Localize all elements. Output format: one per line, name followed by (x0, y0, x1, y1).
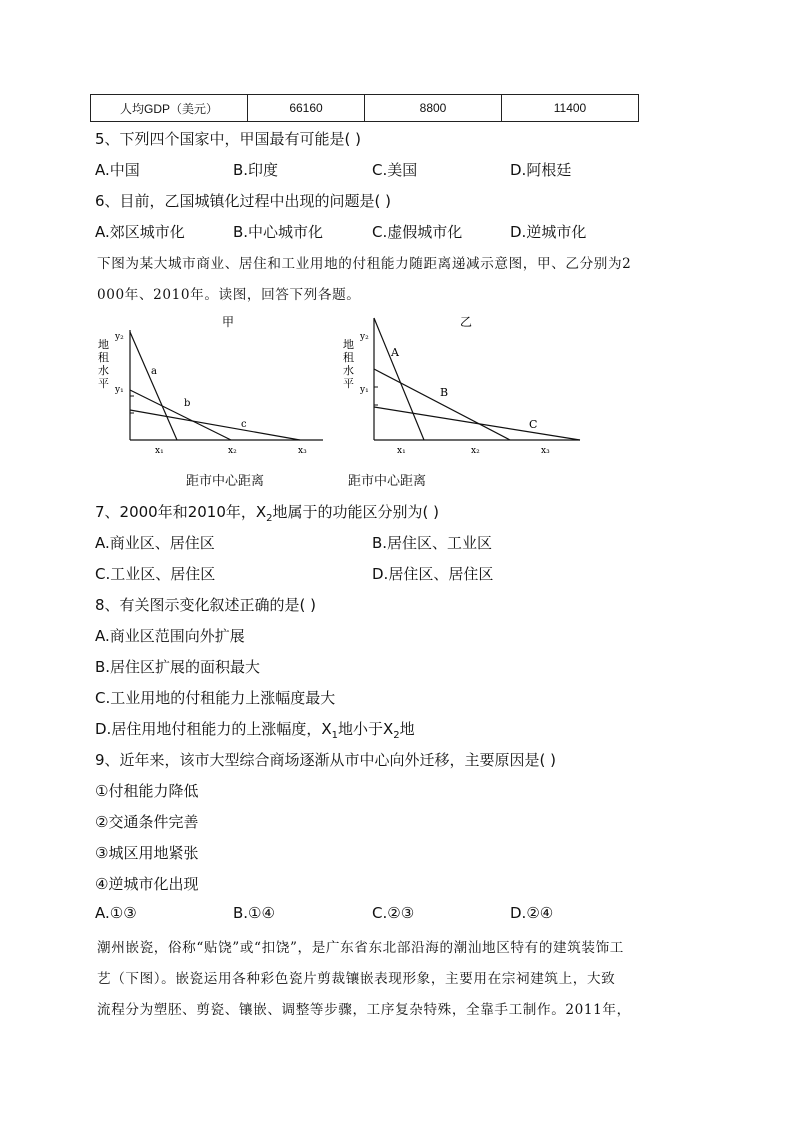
q9-option-a[interactable]: A.①③ (95, 904, 137, 922)
caption-right: 距市中心距离 (348, 474, 427, 489)
line-c (130, 410, 300, 440)
subscript: 2 (393, 730, 400, 741)
table-row (91, 95, 639, 122)
subscript: 1 (331, 730, 338, 741)
table-cell-bing: 11400 (502, 95, 639, 122)
question-6-stem: 6、目前，乙国城镇化过程中出现的问题是( ) (95, 192, 392, 210)
option-text: 地小于X (337, 720, 394, 738)
q7-option-a[interactable]: A.商业区、居住区 (95, 534, 215, 552)
ylabel-char: 平 (343, 377, 354, 390)
q8-option-b[interactable]: B.居住区扩展的面积最大 (95, 658, 261, 676)
q8-option-d[interactable] (95, 718, 415, 741)
rent-gradient-chart-yi (340, 312, 585, 464)
y-tick-y2: y₂ (115, 332, 124, 342)
intro-paragraph-2-line-3: 流程分为塑胚、剪瓷、镶嵌、调整等步骤，工序复杂特殊，全靠手工制作。2011年， (97, 1002, 631, 1018)
rent-gradient-chart-jia (95, 312, 335, 464)
line-B-label: B (440, 386, 449, 399)
q9-statement-1: ①付租能力降低 (95, 782, 199, 800)
gdp-table (90, 94, 639, 122)
option-text: D.居住用地付租能力的上涨幅度，X (95, 720, 332, 738)
q9-statement-2: ②交通条件完善 (95, 813, 199, 831)
q7-option-c[interactable]: C.工业区、居住区 (95, 565, 216, 583)
chart-title: 乙 (460, 315, 473, 329)
q6-option-d[interactable]: D.逆城市化 (510, 223, 587, 241)
q7-option-d[interactable]: D.居住区、居住区 (372, 565, 494, 583)
x-tick-x3: x₃ (298, 446, 307, 456)
intro-paragraph-1-line-1: 下图为某大城市商业、居住和工业用地的付租能力随距离递减示意图，甲、乙分别为2 (97, 256, 632, 272)
question-5-stem: 5、下列四个国家中，甲国最有可能是( ) (95, 130, 362, 148)
y-tick-y2: y₂ (360, 332, 369, 342)
line-A (374, 318, 424, 440)
chart-title: 甲 (222, 315, 235, 329)
question-9-stem: 9、近年来，该市大型综合商场逐渐从市中心向外迁移，主要原因是( ) (95, 751, 557, 769)
q5-option-c[interactable]: C.美国 (372, 161, 418, 179)
table-cell-label: 人均GDP（美元） (91, 95, 248, 122)
q9-statement-4: ④逆城市化出现 (95, 875, 199, 893)
line-a-label: a (151, 366, 157, 377)
q9-statement-3: ③城区用地紧张 (95, 844, 199, 862)
line-C-label: C (529, 418, 538, 431)
q7-option-b[interactable]: B.居住区、工业区 (372, 534, 493, 552)
line-C (374, 407, 580, 440)
x-tick-x1: x₁ (397, 446, 406, 456)
ylabel-char: 地 (343, 338, 354, 351)
q9-option-d[interactable]: D.②④ (510, 904, 554, 922)
x-tick-x3: x₃ (541, 446, 550, 456)
q8-option-a[interactable]: A.商业区范围向外扩展 (95, 627, 245, 645)
q6-option-a[interactable]: A.郊区城市化 (95, 223, 185, 241)
q9-option-b[interactable]: B.①④ (233, 904, 275, 922)
q6-option-b[interactable]: B.中心城市化 (233, 223, 324, 241)
intro-paragraph-2-line-2: 艺（下图）。嵌瓷运用各种彩色瓷片剪裁镶嵌表现形象，主要用在宗祠建筑上，大致 (97, 971, 616, 987)
intro-paragraph-1-line-2: 000年、2010年。读图，回答下列各题。 (97, 287, 361, 303)
table-cell-jia: 66160 (248, 95, 365, 122)
intro-paragraph-2-line-1: 潮州嵌瓷，俗称“贴饶”或“扣饶”，是广东省东北部沿海的潮汕地区特有的建筑装饰工 (97, 940, 624, 956)
option-text: 地 (399, 720, 415, 738)
q5-option-a[interactable]: A.中国 (95, 161, 140, 179)
y-tick-y1: y₁ (360, 385, 369, 395)
line-b (130, 390, 231, 440)
stem-text: 地属于的功能区分别为( ) (272, 503, 440, 521)
caption-left: 距市中心距离 (186, 474, 265, 489)
line-a (130, 332, 177, 440)
subscript: 2 (266, 513, 273, 524)
line-c-label: c (241, 419, 247, 430)
y-tick-y1: y₁ (115, 385, 124, 395)
question-8-stem: 8、有关图示变化叙述正确的是( ) (95, 596, 317, 614)
q8-option-c[interactable]: C.工业用地的付租能力上涨幅度最大 (95, 689, 336, 707)
ylabel-char: 地 (98, 338, 109, 351)
q5-option-b[interactable]: B.印度 (233, 161, 279, 179)
x-tick-x2: x₂ (471, 446, 480, 456)
line-A-label: A (391, 346, 399, 359)
ylabel-char: 平 (98, 377, 109, 390)
q5-option-d[interactable]: D.阿根廷 (510, 161, 572, 179)
ylabel-char: 租 (98, 351, 109, 364)
q6-option-c[interactable]: C.虚假城市化 (372, 223, 463, 241)
x-tick-x1: x₁ (155, 446, 164, 456)
q9-option-c[interactable]: C.②③ (372, 904, 415, 922)
x-tick-x2: x₂ (228, 446, 237, 456)
question-7-stem (95, 501, 439, 524)
line-B (374, 369, 510, 440)
ylabel-char: 水 (98, 364, 109, 377)
stem-text: 7、2000年和2010年，X (95, 503, 267, 521)
ylabel-char: 水 (343, 364, 354, 377)
table-cell-yi: 8800 (365, 95, 502, 122)
line-b-label: b (184, 398, 191, 409)
ylabel-char: 租 (343, 351, 354, 364)
